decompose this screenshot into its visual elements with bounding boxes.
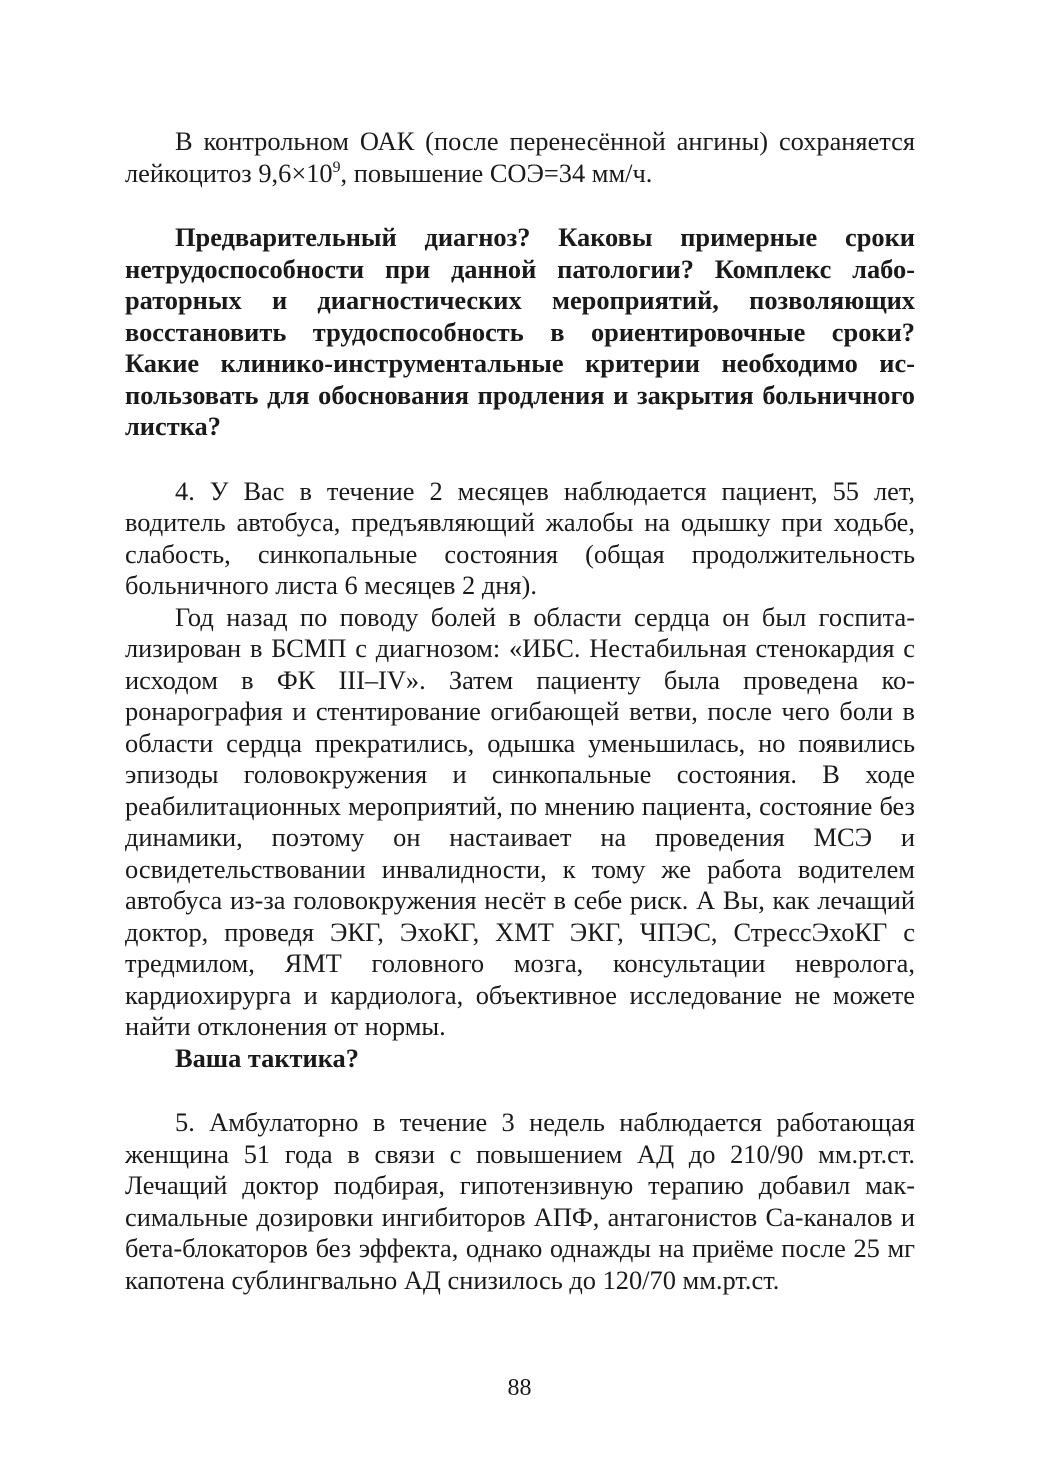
page-body [125,126,915,1296]
question-case-3: Предварительный диагноз? Каковы примерные сроки нетрудоспособности при данной патологии? Комплекс лабораторных и диагностических мероприятий, позволяющих восстановить трудоспособность в ориентировочные сроки? Какие клинико-инструментальные критерии необходимо использовать для обоснования продления и закрытия больничного листка? [125,222,915,441]
case-5-description: 5. Амбулаторно в течение 3 недель наблюдается работающая женщина 51 года в связи с повышением АД до 210/90 мм.рт.ст. Лечащий доктор подбирая, гипотензивную терапию добавил максимальные дозировки ингибиторов АПФ, антагонистов Са-каналов и бета-блокаторов без эффекта, однако однажды на приёме после 25 мг капотена сублингвально АД снизилось до 120/70 мм.рт.ст. [125,1107,915,1295]
paragraph-lab-results [125,126,915,189]
page-number: 88 [507,1375,532,1401]
question-case-4: Ваша тактика? [175,1042,359,1073]
lab-text-after: , повышение СОЭ=34 мм/ч. [340,157,653,188]
exponent: 9 [332,158,341,176]
lab-text-before: В контрольном ОАК (после перенесённой ангины) сохраняется лейкоцитоз 9,6×10 [125,126,915,188]
case-4-history: Год назад по поводу болей в области сердца он был госпитализирован в БСМП с диагнозом: «ИБС. Нестабильная стенокардия с исходом в ФК III–IV». Затем пациенту была проведена коронарография и стентирование огибающей ветви, после чего боли в области сердца прекратились, одышка уменьшилась, но появились эпизоды головокружения и синкопальные состояния. В ходе реабилитационных мероприятий, по мнению пациента, состояние без динамики, поэтому он настаивает на проведения МСЭ и освидетельствовании инвалидности, к тому же работа водителем автобуса из-за головокружения несёт в себе риск. А Вы, как лечащий доктор, проведя ЭКГ, ЭхоКГ, ХМТ ЭКГ, ЧПЭС, СтрессЭхоКГ с тредмилом, ЯМТ головного мозга, консультации невролога, кардиохирурга и кардиолога, объективное исследование не можете найти отклонения от нормы. [125,601,915,1041]
case-4-complaints: 4. У Вас в течение 2 месяцев наблюдается пациент, 55 лет, водитель автобуса, предъявляющий жалобы на одышку при ходьбе, слабость, синкопальные состояния (общая продолжительность больничного листа 6 месяцев 2 дня). [125,475,915,600]
